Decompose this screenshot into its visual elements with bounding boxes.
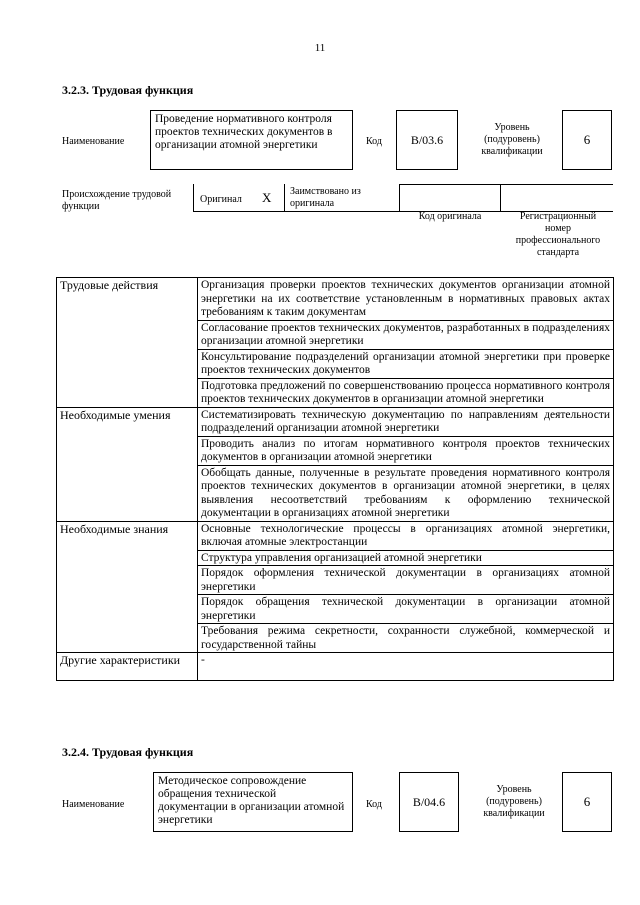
function-name: Проведение нормативного контроля проектов технических документов в организации атомной энергетики — [155, 113, 333, 151]
skill-item: Систематизировать техническую документацию по направлениям деятельности подразделений организации атомной энергетики — [198, 407, 614, 436]
original-mark: X — [262, 190, 272, 205]
table-row — [57, 407, 614, 436]
labor-function-table — [56, 277, 614, 681]
labor-action-item: Согласование проектов технических документов, разработанных в подразделениях организации атомной энергетики — [198, 320, 614, 349]
labor-actions-label: Трудовые действия — [57, 278, 198, 408]
knowledge-item: Порядок оформления технической документации в организациях атомной энергетики — [198, 566, 614, 595]
code-box — [396, 110, 458, 170]
function-name-box-2 — [153, 772, 353, 832]
function-name-box — [150, 110, 353, 170]
skills-label: Необходимые умения — [57, 407, 198, 521]
knowledge-item: Порядок обращения технической документации в организации атомной энергетики — [198, 595, 614, 624]
other-value: - — [198, 653, 614, 681]
origin-label: Происхождение трудовой функции — [62, 189, 172, 212]
table-row — [57, 521, 614, 550]
table-row — [57, 278, 614, 321]
reg-number-label: Регистрационный номер профессионального стандарта — [515, 211, 601, 258]
section-heading: 3.2.3. Трудовая функция — [62, 83, 194, 97]
code-label: Код — [366, 136, 382, 147]
function-code: B/03.6 — [410, 132, 444, 147]
knowledge-item: Основные технологические процессы в организациях атомной энергетики, включая атомные электростанции — [198, 521, 614, 550]
skill-item: Обобщать данные, полученные в результате проведения нормативного контроля проектов технических документов в организации атомной энергетики, в целях выявления несоответствий требованиям к оформлению технической документации в организациях атомной энергетики — [198, 465, 614, 521]
table-row — [57, 653, 614, 681]
function-name-2: Методическое сопровождение обращения технической документации в организации атомной энергетики — [158, 775, 345, 826]
qualification-level: 6 — [583, 132, 591, 147]
origin-divider-2 — [284, 184, 285, 212]
name-label: Наименование — [62, 136, 125, 147]
level-label: Уровень (подуровень) квалификации — [481, 122, 543, 157]
labor-action-item: Организация проверки проектов технических документов организации атомной энергетики на их соответствие установленным в нормативных правовых актах требованиям к таким документам — [198, 278, 614, 321]
page-number: 11 — [314, 42, 326, 54]
labor-action-item: Подготовка предложений по совершенствованию процесса нормативного контроля проектов технических документов в организации атомной энергетики — [198, 378, 614, 407]
level-box — [562, 110, 612, 170]
origin-top-line — [399, 184, 613, 185]
origin-code-label: Код оригинала — [418, 211, 482, 222]
code-box-2 — [399, 772, 459, 832]
qualification-level-2: 6 — [583, 794, 591, 809]
origin-divider-4 — [500, 184, 501, 212]
original-label: Оригинал — [200, 194, 242, 205]
level-box-2 — [562, 772, 612, 832]
knowledge-label: Необходимые знания — [57, 521, 198, 653]
borrowed-label: Заимствовано из оригинала — [290, 186, 361, 209]
origin-divider-3 — [399, 184, 400, 212]
origin-divider-1 — [193, 184, 194, 212]
name-label-2: Наименование — [62, 799, 125, 810]
skill-item: Проводить анализ по итогам нормативного контроля проектов технических документов в организации атомной энергетики — [198, 436, 614, 465]
function-code-2: B/04.6 — [412, 794, 446, 809]
labor-action-item: Консультирование подразделений организации атомной энергетики при проверке проектов технических документов — [198, 349, 614, 378]
level-label-2: Уровень (подуровень) квалификации — [483, 784, 545, 819]
knowledge-item: Требования режима секретности, сохранности служебной, коммерческой и государственной тайны — [198, 624, 614, 653]
code-label-2: Код — [366, 799, 382, 810]
other-label: Другие характеристики — [57, 653, 198, 681]
knowledge-item: Структура управления организацией атомной энергетики — [198, 550, 614, 566]
section-heading-2: 3.2.4. Трудовая функция — [62, 745, 194, 759]
